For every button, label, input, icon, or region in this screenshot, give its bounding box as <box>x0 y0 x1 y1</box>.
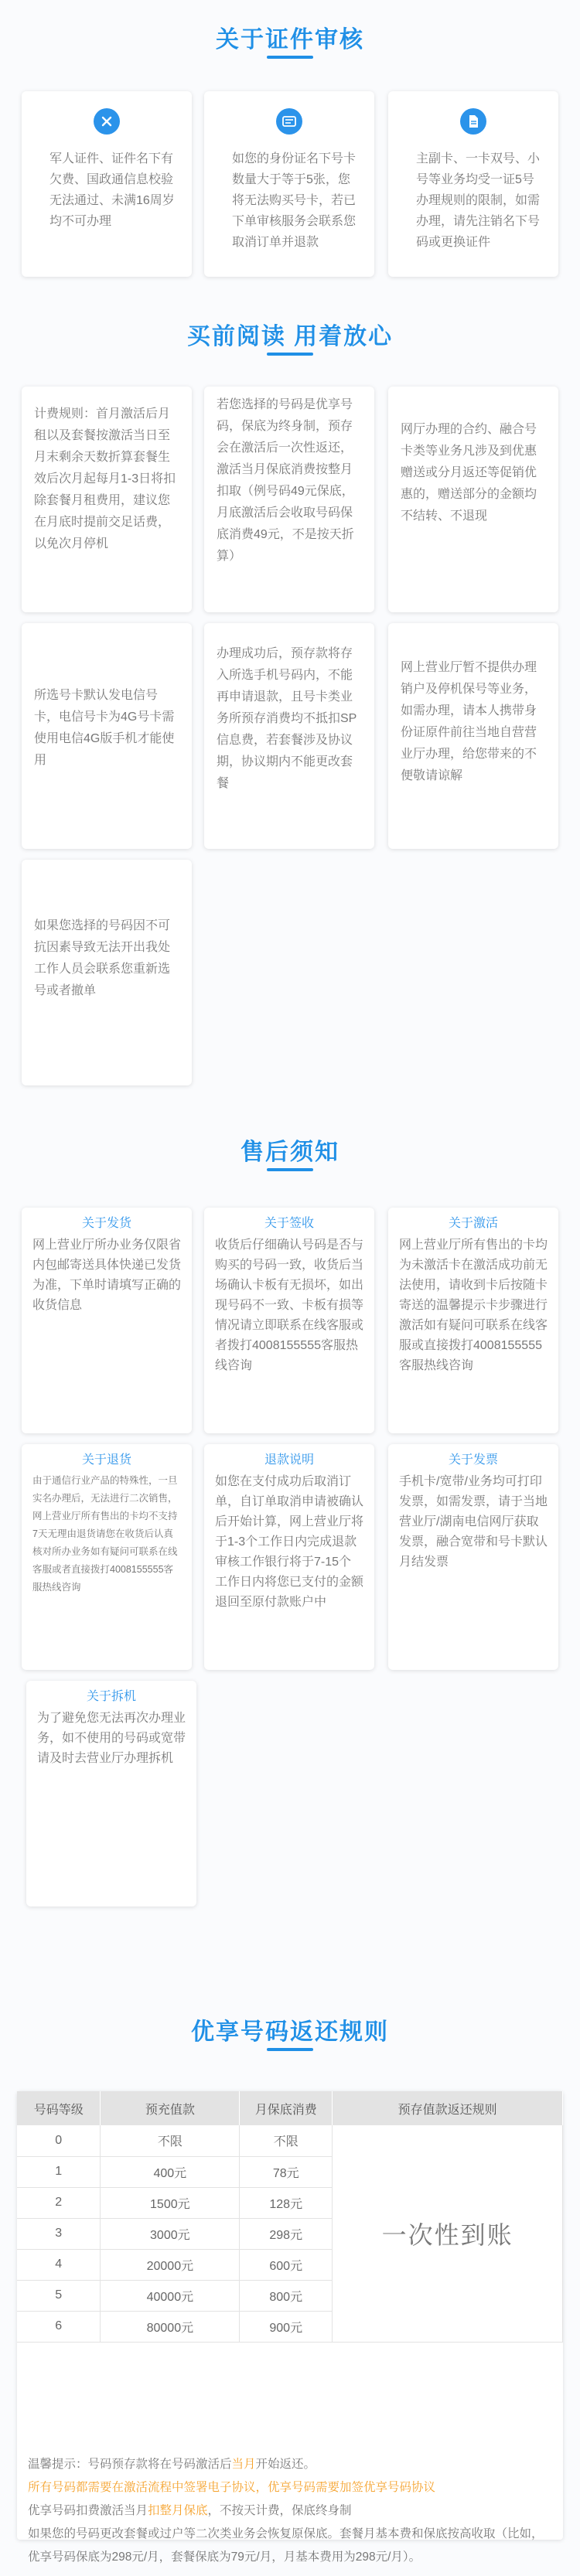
note-highlight: 当月 <box>231 2458 256 2471</box>
table-cell: 3 <box>17 2218 101 2249</box>
after-card-text: 如您在支付成功后取消订单，自订单取消申请被确认后开始计算，网上营业厅将于1-3个工作日内完成退款审核工作银行将于7-15个工作日内将您已支付的金额退回至原付款账户中 <box>215 1475 364 1609</box>
table-cell: 40000元 <box>101 2280 240 2311</box>
cert-card-3 <box>388 91 558 277</box>
table-cell: 0 <box>17 2125 101 2156</box>
table-header: 预存值款返还规则 <box>333 2091 563 2125</box>
after-card-heading: 关于发货 <box>81 1217 131 1230</box>
cert-card-text: 如您的身份证名下号卡数量大于等于5张，您将无法购买号卡，若已下单审核服务会联系您取消订单并退款 <box>232 152 357 249</box>
note-text: 开始返还。 <box>255 2458 316 2471</box>
after-card-activation <box>388 1208 558 1433</box>
after-card-shipping <box>22 1208 192 1433</box>
table-cell: 400元 <box>101 2156 240 2187</box>
section-title-rebate: 优享号码返还规则 <box>191 2019 389 2045</box>
pre-card-text: 网厅办理的合约、融合号卡类等业务凡涉及到优惠赠送或分月返还等促销优惠的，赠送部分的金额均不结转、不退现 <box>401 423 537 523</box>
table-cell: 6 <box>17 2311 101 2342</box>
table-cell: 2 <box>17 2187 101 2218</box>
after-card-text: 收货后仔细确认号码是否与购买的号码一致，收货后当场确认卡板有无损坏，如出现号码不一致、卡板有损等情况请立即联系在线客服或者拨打4008155555客服热线咨询 <box>215 1239 364 1372</box>
table-cell: 128元 <box>240 2187 333 2218</box>
table-header: 号码等级 <box>17 2091 101 2125</box>
table-cell: 900元 <box>240 2311 333 2342</box>
table-cell: 600元 <box>240 2249 333 2280</box>
note-line-3 <box>28 2499 554 2523</box>
table-cell: 4 <box>17 2249 101 2280</box>
table-cell: 1500元 <box>101 2187 240 2218</box>
pre-card-5 <box>204 623 374 849</box>
pre-card-1 <box>22 387 192 612</box>
pre-card-4 <box>22 623 192 849</box>
note-text: 温馨提示：号码预存款将在号码激活后 <box>28 2458 232 2471</box>
cert-card-1 <box>22 91 192 277</box>
section-title-after: 售后须知 <box>241 1140 339 1165</box>
id-card-icon <box>276 108 302 135</box>
after-card-return <box>22 1444 192 1670</box>
pre-card-text: 若您选择的号码是优享号码，保底为终身制，预存会在激活后一次性返还，激活当月保底消费按整月扣取（例号码49元保底，月底激活后会收取号码保底消费49元，不是按天折算） <box>217 398 354 563</box>
rebate-rule-cell: 一次性到账 <box>333 2125 563 2342</box>
table-cell: 80000元 <box>101 2311 240 2342</box>
note-text: ，不按天计费，保底终身制 <box>207 2504 352 2517</box>
table-cell: 不限 <box>101 2125 240 2156</box>
close-icon <box>94 108 120 135</box>
pre-card-text: 如果您选择的号码因不可抗因素导致无法开出我处工作人员会联系您重新选号或者撤单 <box>34 919 171 997</box>
after-card-text: 手机卡/宽带/业务均可打印发票，如需发票，请于当地营业厅/湖南电信网厅获取发票，融合宽带和号卡默认月结发票 <box>399 1475 548 1569</box>
note-line-2: 所有号码都需要在激活流程中签署电子协议，优享号码需要加签优享号码协议 <box>28 2481 436 2494</box>
note-highlight: 扣整月保底 <box>148 2504 208 2517</box>
note-line-4: 如果您的号码更改套餐或过户等二次类业务会恢复原保底。套餐月基本费和保底按高收取（比如，优享号码保底为298元/月，套餐保底为79元/月，月基本费用为298元/月）。 <box>28 2527 544 2564</box>
table-cell: 298元 <box>240 2218 333 2249</box>
pre-card-3 <box>388 387 558 612</box>
pre-card-text: 网上营业厅暂不提供办理销户及停机保号等业务，如需办理，请本人携带身份证原件前往当地自营营业厅办理，给您带来的不便敬请谅解 <box>401 661 537 782</box>
after-card-heading: 关于拆机 <box>86 1690 136 1703</box>
table-row <box>17 2125 563 2156</box>
section-title-cert: 关于证件审核 <box>216 27 364 53</box>
section-title-pre: 买前阅读 用着放心 <box>186 324 394 349</box>
title-underline <box>267 2048 313 2051</box>
rebate-table <box>17 2091 563 2343</box>
after-card-disconnect <box>26 1681 196 1906</box>
after-card-heading: 退款说明 <box>264 1453 314 1467</box>
pre-card-6 <box>388 623 558 849</box>
table-cell: 不限 <box>240 2125 333 2156</box>
pre-card-2 <box>204 387 374 612</box>
after-card-text: 网上营业厅所办业务仅限省内包邮寄送具体快递已发货为准，下单时请填写正确的收货信息 <box>32 1239 182 1312</box>
pre-card-7 <box>22 860 192 1085</box>
cert-card-2 <box>204 91 374 277</box>
table-header: 月保底消费 <box>240 2091 333 2125</box>
after-card-heading: 关于退货 <box>81 1453 131 1467</box>
table-cell: 5 <box>17 2280 101 2311</box>
table-cell: 800元 <box>240 2280 333 2311</box>
document-icon <box>460 108 486 135</box>
note-line-1 <box>28 2453 554 2476</box>
after-card-heading: 关于发票 <box>448 1453 498 1467</box>
pre-card-text: 计费规则：首月激活后月租以及套餐按激活当日至月末剩余天数折算套餐生效后次月起每月1-3日将扣除套餐月租费用，建议您在月底时提前交足话费，以免次月停机 <box>34 407 176 550</box>
rebate-table-panel <box>17 2091 563 2564</box>
note-text: 优享号码扣费激活当月 <box>28 2504 148 2517</box>
after-card-refund <box>204 1444 374 1670</box>
after-card-receipt <box>204 1208 374 1433</box>
title-underline <box>267 56 313 59</box>
cert-card-text: 军人证件、证件名下有欠费、国政通信息校验无法通过、未满16周岁均不可办理 <box>49 152 175 228</box>
after-card-heading: 关于激活 <box>448 1217 498 1230</box>
table-cell: 20000元 <box>101 2249 240 2280</box>
title-underline <box>267 1168 313 1171</box>
rebate-notes <box>28 2453 554 2569</box>
after-card-text: 为了避免您无法再次办理业务，如不使用的号码或宽带请及时去营业厅办理拆机 <box>37 1712 186 1765</box>
after-card-text: 网上营业厅所有售出的卡均为未激活卡在激活成功前无法使用，请收到卡后按随卡寄送的温馨提示卡步骤进行激活如有疑问可联系在线客服或直接拨打4008155555客服热线咨询 <box>399 1239 548 1372</box>
pre-card-text: 办理成功后，预存款将存入所选手机号码内，不能再申请退款，且号卡类业务所预存消费均不抵扣SP信息费，若套餐涉及协议期，协议期内不能更改套餐 <box>217 647 357 790</box>
after-card-text: 由于通信行业产品的特殊性，一旦实名办理后，无法进行二次销售，网上营业厅所有售出的卡均不支持7天无理由退货请您在收货后认真核对所办业务如有疑问可联系在线客服或者直接拨打4008155555客服热线咨询 <box>32 1475 178 1593</box>
table-cell: 78元 <box>240 2156 333 2187</box>
cert-card-text: 主副卡、一卡双号、小号等业务均受一证5号办理规则的限制，如需办理，请先注销名下号码或更换证件 <box>416 152 541 249</box>
after-card-heading: 关于签收 <box>264 1217 314 1230</box>
table-cell: 3000元 <box>101 2218 240 2249</box>
table-cell: 1 <box>17 2156 101 2187</box>
title-underline <box>267 353 313 356</box>
table-header: 预充值款 <box>101 2091 240 2125</box>
after-card-invoice <box>388 1444 558 1670</box>
pre-card-text: 所选号卡默认发电信号卡，电信号卡为4G号卡需使用电信4G版手机才能使用 <box>34 689 175 767</box>
